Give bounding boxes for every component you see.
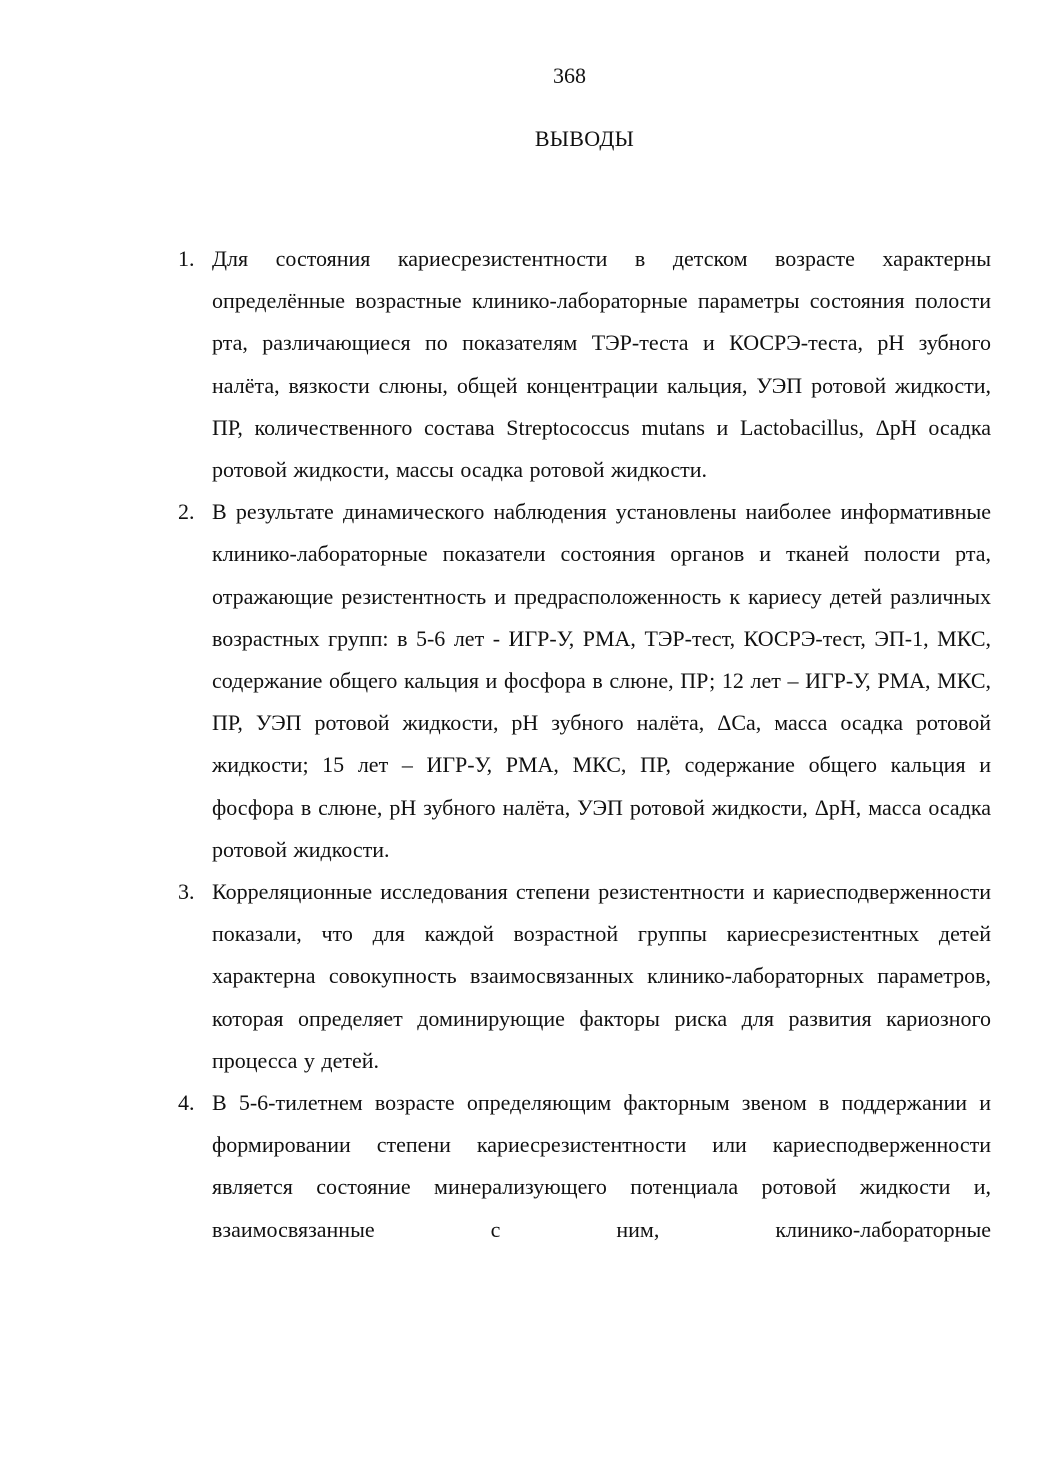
page-number: 368: [553, 63, 586, 88]
conclusion-item-4: [178, 1082, 991, 1251]
section-heading: ВЫВОДЫ: [534, 126, 635, 151]
conclusions-list: [178, 238, 991, 1251]
conclusion-text: В 5-6-тилетнем возрасте определяющим факторным звеном в поддержании и формировании степени кариесрезистентности или кариесподверженности является состояние минерализующего потенциала ротовой жидкости и, взаимосвязанные с ним, клинико-лабораторные: [212, 1090, 991, 1242]
conclusion-item-3: [178, 871, 991, 1082]
conclusion-text: Корреляционные исследования степени резистентности и кариесподверженности показали, что для каждой возрастной группы кариесрезистентных детей характерна совокупность взаимосвязанных клинико-лабораторных параметров, которая определяет доминирующие факторы риска для развития кариозного процесса у детей.: [212, 879, 991, 1073]
conclusion-text: В результате динамического наблюдения установлены наиболее информативные клинико-лабораторные показатели состояния органов и тканей полости рта, отражающие резистентность и предрасположенность к кариесу детей различных возрастных групп: в 5-6 лет - ИГР-У, РМА, ТЭР-тест, КОСРЭ-тест, ЭП-1, МКС, содержание общего кальция и фосфора в слюне, ПР; 12 лет – ИГР-У, РМА, МКС, ПР, УЭП ротовой жидкости, рН зубного налёта, ΔСа, масса осадка ротовой жидкости; 15 лет – ИГР-У, РМА, МКС, ПР, содержание общего кальция и фосфора в слюне, рН зубного налёта, УЭП ротовой жидкости, ΔрН, масса осадка ротовой жидкости.: [212, 499, 991, 862]
conclusion-item-2: [178, 491, 991, 871]
conclusion-item-1: [178, 238, 991, 491]
conclusion-number: 2.: [178, 499, 195, 525]
conclusion-number: 3.: [178, 879, 195, 905]
conclusion-text: Для состояния кариесрезистентности в детском возрасте характерны определённые возрастные клинико-лабораторные параметры состояния полости рта, различающиеся по показателям ТЭР-теста и КОСРЭ-теста, рН зубного налёта, вязкости слюны, общей концентрации кальция, УЭП ротовой жидкости, ПР, количественного состава Streptococcus mutans и Lactobacillus, ΔрН осадка ротовой жидкости, массы осадка ротовой жидкости.: [212, 246, 991, 483]
conclusion-number: 4.: [178, 1090, 195, 1116]
conclusion-number: 1.: [178, 246, 195, 271]
